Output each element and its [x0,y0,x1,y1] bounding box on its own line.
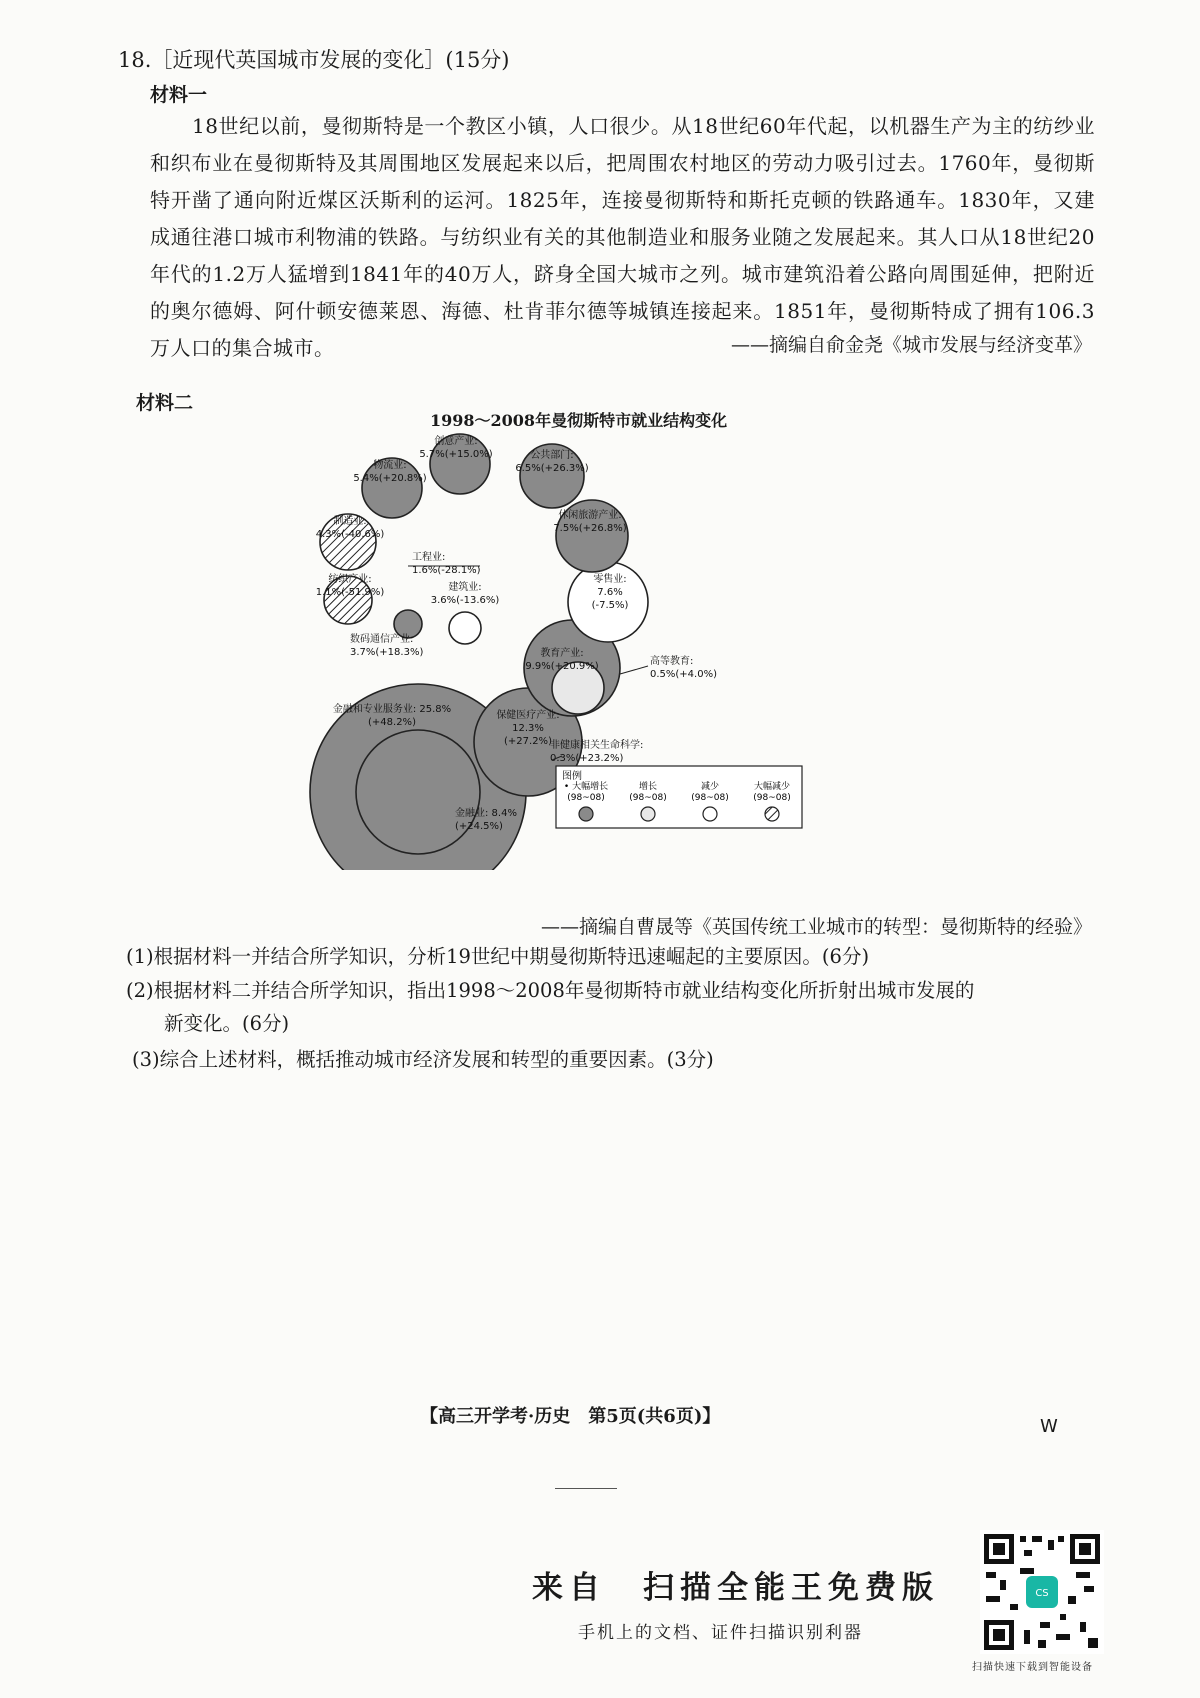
legend-swatch [641,807,655,821]
bubble-label-零售业: 零售业: [593,574,627,585]
material-two-source: ——摘编自曹晟等《英国传统工业城市的转型：曼彻斯特的经验》 [540,916,1092,938]
bubble-label-非健康相关生命科学: 非健康相关生命科学: [550,740,644,751]
bubble-label-零售业: (-7.5%) [591,600,629,611]
legend-swatch [579,807,593,821]
bubble-label-金融和专业服务业: (+48.2%) [368,717,416,728]
scanner-qr-caption: 扫描快速下载到智能设备 [972,1662,1093,1673]
employment-bubble-chart [300,430,820,870]
bubble-label-创意产业: 5.7%(+15.0%) [419,449,493,460]
legend-entry-name: 大幅减少 [753,782,791,792]
sub-question-1: (1)根据材料一并结合所学知识，分析19世纪中期曼彻斯特迅速崛起的主要原因。(6分) [126,945,870,968]
corner-mark: W [1040,1416,1058,1437]
bubble-label-零售业: 7.6% [597,587,623,598]
material-one-label: 材料一 [150,84,208,106]
bubble-label-保健医疗产业: 12.3% [512,723,544,734]
legend-entry-name: 增长 [638,782,658,792]
bubble-label-金融和专业服务业: 金融和专业服务业: 25.8% [332,704,452,715]
bubble-label-教育产业: 9.9%(+20.9%) [525,661,599,672]
legend-swatch [703,807,717,821]
bubble-label-物流业: 物流业: [373,460,407,471]
bubble-label-金融业: (+24.5%) [455,821,503,832]
bubble-label-纺织产业: 1.1%(-51.9%) [315,587,385,598]
page-dash [555,1488,617,1489]
material-one-source: ——摘编自俞金尧《城市发展与经济变革》 [730,334,1092,356]
qr-code-icon[interactable] [980,1530,1104,1654]
bubble-label-工程业: 工程业: [412,552,446,563]
leader-line [620,666,648,674]
legend-entry-name: 减少 [700,782,720,792]
sub-question-3: (3)综合上述材料，概括推动城市经济发展和转型的重要因素。(3分) [132,1048,714,1071]
bubble-label-建筑业: 3.6%(-13.6%) [430,595,500,606]
bubble-label-教育产业: 教育产业: [540,648,584,659]
chart-title: 1998～2008年曼彻斯特市就业结构变化 [430,411,728,430]
scanner-watermark-subtitle: 手机上的文档、证件扫描识别利器 [578,1623,863,1643]
legend-entry-period: (98~08) [691,793,729,803]
legend-entry-period: (98~08) [753,793,791,803]
bubble-label-建筑业: 建筑业: [448,582,482,593]
legend-swatch [765,807,779,821]
legend-title: 图例 [562,771,582,782]
bubble-label-休闲旅游产业: 7.5%(+26.8%) [553,523,627,534]
bubble-label-工程业: 1.6%(-28.1%) [412,565,481,576]
question-title: 18.［近现代英国城市发展的变化］(15分) [118,48,510,72]
bubble-label-创意产业: 创意产业: [434,436,478,447]
bubble-label-纺织产业: 纺织产业: [328,574,372,585]
bubble-label-休闲旅游产业: 休闲旅游产业: [558,510,622,521]
bubble-label-非健康相关生命科学: 0.3%(+23.2%) [550,753,624,764]
bubble-label-制造业: 4.3%(-40.6%) [315,529,385,540]
page-footer: 【高三开学考·历史 第5页(共6页)】 [420,1406,721,1427]
bubble-label-高等教育: 0.5%(+4.0%) [650,669,717,680]
bubble-label-金融业: 金融业: 8.4% [455,808,517,819]
sub-question-2: (2)根据材料二并结合所学知识，指出1998～2008年曼彻斯特市就业结构变化所折射出城市发展的 [126,979,975,1002]
scanner-watermark-title: 来自 扫描全能王免费版 [532,1570,939,1606]
legend-entry-name: • 大幅增长 [563,782,609,792]
bubble-label-保健医疗产业: 保健医疗产业: [496,710,560,721]
bubble-label-公共部门: 公共部门: [530,450,574,461]
bubble-label-制造业: 制造业: [333,516,367,527]
bubble-label-公共部门: 6.5%(+26.3%) [515,463,589,474]
bubble-label-物流业: 5.4%(+20.8%) [353,473,427,484]
bubble-label-保健医疗产业: (+27.2%) [504,736,552,747]
legend-entry-period: (98~08) [567,793,605,803]
legend-entry-period: (98~08) [629,793,667,803]
sub-question-2-continued: 新变化。(6分) [164,1012,290,1035]
svg-text:CS: CS [1035,1588,1049,1599]
bubble-label-数码通信产业: 3.7%(+18.3%) [350,647,424,658]
bubble-建筑业 [449,612,481,644]
bubble-label-数码通信产业: 数码通信产业: [350,634,414,645]
material-two-label: 材料二 [136,392,194,414]
bubble-label-高等教育: 高等教育: [650,656,694,667]
material-one-text: 18世纪以前，曼彻斯特是一个教区小镇，人口很少。从18世纪60年代起，以机器生产为主的纺纱业和织布业在曼彻斯特及其周围地区发展起来以后，把周围农村地区的劳动力吸引过去。1760年，曼彻斯特开凿了通向附近煤区沃斯利的运河。1825年，连接曼彻斯特和斯托克顿的铁路通车。1830年，又建成通往港口城市利物浦的铁路。与纺织业有关的其他制造业和服务业随之发展起来。其人口从18世纪20年代的1.2万人猛增到1841年的40万人，跻身全国大城市之列。城市建筑沿着公路向周围延伸，把附近的奥尔德姆、阿什顿安德莱恩、海德、杜肯菲尔德等城镇连接起来。1851年，曼彻斯特成了拥有106.3万人口的集合城市。 [150,114,1095,360]
